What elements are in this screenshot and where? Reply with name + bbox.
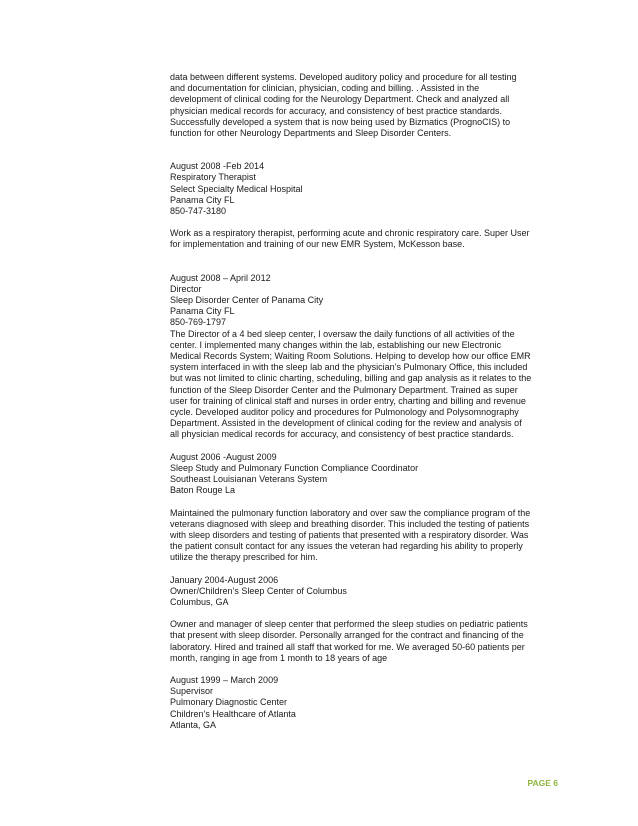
- spacer: [170, 217, 548, 228]
- job-header-owner-childrens-sleep-center: January 2004-August 2006 Owner/Children’s Sleep Center of Columbus Columbus, GA: [170, 574, 347, 607]
- resume-body: [170, 72, 548, 731]
- spacer: [170, 497, 548, 508]
- respiratory-therapist-description: Work as a respiratory therapist, performing acute and chronic respiratory care. Super User for implementation and training of our new EMR System, McKesson base.: [170, 228, 530, 250]
- spacer: [170, 664, 548, 675]
- spacer: [170, 441, 548, 452]
- owner-description: Owner and manager of sleep center that performed the sleep studies on pediatric patients that present with sleep disorder. Personally arranged for the contract and financing of the laboratory. Hired and trained all staff that worked for me. We averaged 50-60 patients per month, ranging in age from 1 month to 18 years of age: [170, 619, 528, 663]
- spacer: [170, 608, 548, 619]
- job-header-supervisor: August 1999 – March 2009 Supervisor Pulmonary Diagnostic Center Children’s Healthcare of Atlanta Atlanta, GA: [170, 674, 296, 730]
- compliance-coordinator-description: Maintained the pulmonary function laboratory and over saw the compliance program of the veterans diagnosed with sleep and breathing disorder. This included the testing of patients with sleep disorders and testing of patients that presented with a respiratory disorder. Was the patient consult contact for any issues the veteran had regarding his ability to properly utilize the therapy prescribed for him.: [170, 507, 531, 563]
- prior-role-description: data between different systems. Developed auditory policy and procedure for all testing and documentation for clinician, physician, coding and billing. . Assisted in the development of clinical coding for the Neurology Department. Check and analyzed all physician medical records for accuracy, and consistency of best practice standards. Successfully developed a system that is now being used by Bizmatics (PrognoCIS) to function for other Neurology Departments and Sleep Disorder Centers.: [170, 72, 517, 139]
- spacer: [170, 564, 548, 575]
- job-header-respiratory-therapist: August 2008 -Feb 2014 Respiratory Therapist Select Specialty Medical Hospital Panama City FL 850-747-3180: [170, 161, 303, 217]
- page-number: PAGE 6: [527, 778, 558, 788]
- spacer: [170, 251, 548, 273]
- spacer: [170, 139, 548, 161]
- job-director-sleep-center: August 2008 – April 2012 Director Sleep Disorder Center of Panama City Panama City FL 850-769-1797 The Director of a 4 bed sleep center, I oversaw the daily functions of all activities of the center. I implemented many changes within the lab, establishing our new Electronic Medical Records System; Waiting Room Solutions. Helping to develop how our office EMR system interfaced in with the sleep lab and the physician’s Pulmonary Office, this included but was not limited to clinic charting, scheduling, billing and gap analysis as it relates to the function of the Sleep Disorder Center and the Pulmonary Department. Trained as super user for training of clinical staff and nurses in order entry, charting and billing and revenue cycle. Developed auditor policy and procedures for Pulmonology and Polysomnography Department. Assisted in the development of clinical coding for the review and analysis of all physician medical records for accuracy, and consistency of best practice standards.: [170, 272, 532, 440]
- job-header-compliance-coordinator: August 2006 -August 2009 Sleep Study and Pulmonary Function Compliance Coordinator Southeast Louisianan Veterans System Baton Rouge La: [170, 451, 419, 496]
